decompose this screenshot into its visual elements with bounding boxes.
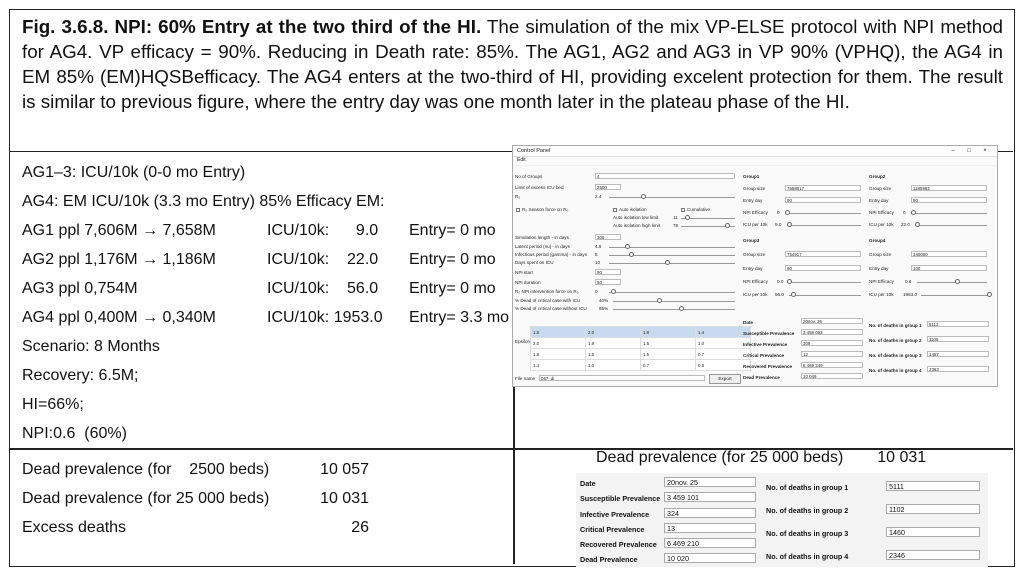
r0-slider-track[interactable] bbox=[609, 197, 735, 198]
epsilon-row[interactable] bbox=[531, 338, 751, 349]
field-icu-bed[interactable]: 2500 bbox=[595, 184, 621, 190]
res-inf-label: Infective Prevalence bbox=[580, 510, 650, 519]
npi-force-knob[interactable] bbox=[611, 289, 616, 294]
cp-d2-label: No. of deaths in group 2 bbox=[869, 338, 922, 343]
auto-iso-checkbox[interactable] bbox=[613, 208, 617, 212]
cp-d4-field: 2363 bbox=[927, 366, 989, 372]
group1-icu-label: ICU per 10k bbox=[743, 222, 768, 227]
results-title-text: Dead prevalence (for 25 000 beds) bbox=[596, 449, 844, 466]
res-rec-field: 6 469 210 bbox=[664, 538, 756, 548]
group1-eff-value: 0 bbox=[777, 210, 780, 215]
field-npi-start[interactable]: 90 bbox=[595, 269, 621, 275]
dead-prevalence-list bbox=[22, 455, 502, 542]
res-d3-label: No. of deaths in group 3 bbox=[766, 529, 849, 538]
label-auto-low: Auto isolation low limit bbox=[613, 215, 659, 220]
value-days-icu: 10 bbox=[595, 260, 601, 265]
res-d2-label: No. of deaths in group 2 bbox=[766, 506, 849, 515]
group1-eff-slider[interactable] bbox=[785, 213, 861, 214]
group-entry: Entry= 0 mo bbox=[409, 251, 496, 268]
value-npi-force: 0 bbox=[595, 289, 598, 294]
export-button[interactable]: Export bbox=[709, 374, 741, 384]
group-ppl: AG4 ppl 0,400M → 0,340M bbox=[22, 309, 216, 326]
group2-icu-label: ICU per 10k bbox=[869, 222, 894, 227]
cp-d1-field: 5113 bbox=[927, 321, 989, 327]
group2-entry-field[interactable]: 90 bbox=[911, 197, 987, 203]
res-dead-label: Dead Prevalence bbox=[580, 555, 638, 564]
latent-knob[interactable] bbox=[625, 244, 630, 249]
cp-crit-field: 12 bbox=[801, 351, 863, 357]
epsilon-cell[interactable]: 1.5 bbox=[531, 327, 586, 338]
caption-text: The simulation of the mix VP-ELSE protocol with NPI method for AG4. VP efficacy = 90%. Reducing in Death rate: 85%. The AG1, AG2 and AG3 in VP 90% (VPHQ), the AG4 in EM 85% (EM)HQSBefficacy. The AG4 enters at the two-third of HI, providing excelent protection for them. The result is similar to previous figure, where the entry day was one month later in the plateau phase of the HI. bbox=[22, 16, 1003, 112]
label-infect: Infectious period (gamma) - in days bbox=[515, 252, 587, 257]
epsilon-cell[interactable]: 1.5 bbox=[641, 338, 696, 349]
field-npi-duration[interactable]: 50 bbox=[595, 279, 621, 285]
params-npi: NPI:0.6 (60%) bbox=[22, 425, 127, 442]
dead-value: 10 031 bbox=[320, 490, 369, 507]
group3-eff-slider[interactable] bbox=[787, 282, 861, 283]
figure-caption bbox=[10, 10, 1013, 152]
group-ppl: AG1 ppl 7,606M → 7,658M bbox=[22, 222, 216, 239]
cumulative-checkbox[interactable] bbox=[681, 208, 685, 212]
auto-low-knob[interactable] bbox=[685, 215, 690, 220]
epsilon-cell[interactable]: 1.8 bbox=[641, 327, 696, 338]
res-date-field: 20nov. 25 bbox=[664, 477, 756, 487]
epsilon-cell[interactable]: 1.8 bbox=[531, 349, 586, 360]
results-panel bbox=[568, 449, 988, 567]
group1-icu-knob[interactable] bbox=[787, 222, 792, 227]
group1-title: Group1 bbox=[743, 174, 760, 179]
group1-entry-field[interactable]: 90 bbox=[785, 197, 861, 203]
cp-dead-field: 10 049 bbox=[801, 373, 863, 379]
res-date-label: Date bbox=[580, 479, 596, 488]
group3-size-label: Group size bbox=[743, 252, 766, 257]
group4-icu-value: 1953.0 bbox=[903, 292, 918, 297]
epsilon-cell[interactable]: 0.7 bbox=[696, 349, 751, 360]
res-d4-field: 2346 bbox=[886, 550, 980, 560]
cp-sus-label: Susceptible Prevalence bbox=[743, 331, 795, 336]
title-bar bbox=[513, 146, 997, 157]
label-npi-duration: NPI duration bbox=[515, 280, 541, 285]
label-latent: Latent period (nu) - in days bbox=[515, 244, 570, 249]
field-sim[interactable]: 300 bbox=[595, 234, 621, 240]
params-recovery: Recovery: 6.5M; bbox=[22, 367, 139, 384]
group1-entry-label: Entry day bbox=[743, 198, 763, 203]
dead-row bbox=[22, 455, 502, 484]
epsilon-cell[interactable]: 0.5 bbox=[696, 360, 751, 371]
value-dead-icu: 40% bbox=[599, 298, 609, 303]
group-entry: Entry= 0 mo bbox=[409, 280, 496, 297]
group4-entry-field[interactable]: 100 bbox=[911, 265, 987, 271]
res-sus-label: Susceptible Prevalence bbox=[580, 494, 661, 503]
label-auto-high: Auto isolation high limit bbox=[613, 223, 660, 228]
res-sus-field: 3 459 101 bbox=[664, 492, 756, 502]
group-icu: ICU/10k: 9.0 bbox=[267, 222, 379, 239]
cp-date-field: 20nov. 26 bbox=[801, 318, 863, 324]
cp-d4-label: No. of deaths in group 4 bbox=[869, 368, 922, 373]
value-dead-noicu: 85% bbox=[599, 306, 609, 311]
value-auto-low: 11 bbox=[673, 215, 678, 220]
res-crit-field: 13 bbox=[664, 523, 756, 533]
label-npi-force: R₀ NPI intervention force on R₀ bbox=[515, 289, 579, 294]
res-inf-field: 324 bbox=[664, 508, 756, 518]
dead-icu-slider[interactable] bbox=[613, 301, 735, 302]
group3-icu-knob[interactable] bbox=[791, 292, 796, 297]
res-crit-label: Critical Prevalence bbox=[580, 525, 645, 534]
group-row bbox=[22, 303, 510, 332]
cp-d3-label: No. of deaths in group 3 bbox=[869, 353, 922, 358]
label-npi-start: NPI start bbox=[515, 270, 533, 275]
results-title bbox=[596, 449, 926, 467]
label-epsilon: Epsilon bbox=[515, 339, 531, 344]
dead-label: Dead prevalence (for 25 000 beds) bbox=[22, 490, 270, 507]
maximize-icon[interactable]: □ bbox=[967, 148, 971, 154]
group4-icu-label: ICU per 10k bbox=[869, 292, 894, 297]
label-dead-icu: % Dead of critical case with ICU bbox=[515, 298, 581, 303]
days-icu-slider[interactable] bbox=[609, 263, 735, 264]
group-icu: ICU/10k: 1953.0 bbox=[267, 309, 383, 326]
label-groups: No of Groups bbox=[515, 174, 543, 179]
group-icu: ICU/10k: 56.0 bbox=[267, 280, 379, 297]
group3-icu-label: ICU per 10k bbox=[743, 292, 768, 297]
group1-eff-label: NPI Efficacy bbox=[743, 210, 768, 215]
group1-size-field[interactable]: 7658017 bbox=[785, 185, 861, 191]
group4-icu-slider[interactable] bbox=[921, 295, 991, 296]
group3-eff-knob[interactable] bbox=[787, 279, 792, 284]
res-d3-field: 1460 bbox=[886, 527, 980, 537]
epsilon-cell[interactable]: 1.5 bbox=[641, 349, 696, 360]
res-d2-field: 1102 bbox=[886, 504, 980, 514]
value-auto-high: 78 bbox=[673, 223, 679, 228]
field-groups[interactable]: 4 bbox=[595, 173, 735, 179]
cp-rec-label: Recovered Prevalence bbox=[743, 364, 793, 369]
close-icon[interactable]: × bbox=[983, 148, 987, 154]
epsilon-cell[interactable]: 1.9 bbox=[586, 338, 641, 349]
group-row bbox=[22, 274, 510, 303]
dead-noicu-knob[interactable] bbox=[679, 306, 684, 311]
dead-row bbox=[22, 484, 502, 513]
group4-size-label: Group size bbox=[869, 252, 892, 257]
minimize-icon[interactable]: – bbox=[951, 148, 955, 154]
group3-size-field[interactable]: 754917 bbox=[785, 251, 861, 257]
group2-icu-slider[interactable] bbox=[915, 225, 987, 226]
cp-date-label: Date bbox=[743, 320, 753, 325]
cp-rec-field: 6 469 249 bbox=[801, 362, 863, 368]
epsilon-cell[interactable]: 1.0 bbox=[586, 360, 641, 371]
epsilon-cell[interactable]: 2.0 bbox=[586, 327, 641, 338]
label-cumulative: Cumulative bbox=[687, 207, 710, 212]
group-entry: Entry= 3.3 mo bbox=[409, 309, 510, 326]
epsilon-cell[interactable]: 1.0 bbox=[696, 338, 751, 349]
epsilon-row[interactable] bbox=[531, 349, 751, 360]
dead-noicu-slider[interactable] bbox=[613, 309, 735, 310]
group1-icu-slider[interactable] bbox=[787, 225, 861, 226]
res-d1-field: 5111 bbox=[886, 481, 980, 491]
dead-value: 26 bbox=[351, 519, 369, 536]
group-ppl: AG3 ppl 0,754M bbox=[22, 280, 138, 297]
epsilon-row[interactable] bbox=[531, 327, 751, 338]
group3-title: Group3 bbox=[743, 238, 760, 243]
epsilon-cell[interactable]: 1.5 bbox=[586, 349, 641, 360]
group2-icu-value: 22.0 bbox=[901, 222, 910, 227]
epsilon-cell[interactable]: 1.4 bbox=[696, 327, 751, 338]
group4-eff-value: 0.6 bbox=[905, 279, 912, 284]
r0-slider-knob[interactable] bbox=[641, 194, 646, 199]
group3-eff-value: 0.0 bbox=[777, 279, 784, 284]
cp-dead-label: Dead Prevalence bbox=[743, 375, 780, 380]
label-auto-iso: Auto isolation bbox=[619, 207, 647, 212]
value-infect: 5 bbox=[595, 252, 598, 257]
days-icu-knob[interactable] bbox=[665, 260, 670, 265]
parameters-list bbox=[22, 158, 510, 448]
label-icu-bed: Limit of excess ICU bed bbox=[515, 185, 564, 190]
res-dead-field: 10 020 bbox=[664, 553, 756, 563]
label-file-name: File name bbox=[515, 376, 536, 381]
group3-entry-field[interactable]: 90 bbox=[785, 265, 861, 271]
group2-eff-value: 0 bbox=[903, 210, 906, 215]
group4-icu-knob[interactable] bbox=[987, 292, 992, 297]
group-entry: Entry= 0 mo bbox=[409, 222, 496, 239]
auto-high-knob[interactable] bbox=[725, 223, 730, 228]
cp-d1-label: No. of deaths in group 1 bbox=[869, 323, 922, 328]
infect-knob[interactable] bbox=[629, 252, 634, 257]
group-icu: ICU/10k: 22.0 bbox=[267, 251, 379, 268]
window-title: Control Panel bbox=[517, 148, 551, 154]
cp-d2-field: 1105 bbox=[927, 336, 989, 342]
label-dead-noicu: % Dead of critical case without ICU bbox=[515, 306, 587, 311]
group2-entry-label: Entry day bbox=[869, 198, 889, 203]
res-d4-label: No. of deaths in group 4 bbox=[766, 552, 849, 561]
value-latent: 4.6 bbox=[595, 244, 602, 249]
group3-entry-label: Entry day bbox=[743, 266, 763, 271]
group3-icu-value: 56.0 bbox=[775, 292, 784, 297]
cp-crit-label: Critical Prevalence bbox=[743, 353, 785, 358]
season-checkbox[interactable] bbox=[516, 208, 520, 212]
group2-size-field[interactable]: 1185962 bbox=[911, 185, 987, 191]
group-row bbox=[22, 216, 510, 245]
group2-title: Group2 bbox=[869, 174, 886, 179]
group2-icu-knob[interactable] bbox=[915, 222, 920, 227]
results-title-value: 10 031 bbox=[877, 449, 927, 466]
caption-title: Fig. 3.6.8. NPI: 60% Entry at the two third of the HI. bbox=[22, 16, 482, 37]
npi-force-slider[interactable] bbox=[609, 292, 735, 293]
epsilon-cell[interactable]: 1.4 bbox=[531, 360, 586, 371]
value-r0: 2.4 bbox=[595, 194, 602, 199]
cp-inf-field: 309 bbox=[801, 340, 863, 346]
cp-d3-field: 1467 bbox=[927, 351, 989, 357]
control-panel-window bbox=[512, 145, 998, 387]
epsilon-cell[interactable]: 0.7 bbox=[641, 360, 696, 371]
label-sim: Simulation length - in days bbox=[515, 235, 569, 240]
label-days-icu: Days spent on ICU bbox=[515, 260, 554, 265]
epsilon-row[interactable] bbox=[531, 360, 751, 371]
group3-icu-slider[interactable] bbox=[789, 295, 861, 296]
epsilon-cell[interactable]: 2.0 bbox=[531, 338, 586, 349]
dead-row bbox=[22, 513, 502, 542]
cp-inf-label: Infective Prevalence bbox=[743, 342, 788, 347]
group-row bbox=[22, 245, 510, 274]
group4-eff-knob[interactable] bbox=[955, 279, 960, 284]
label-r0: R₀ bbox=[515, 194, 521, 199]
dead-label: Dead prevalence (for 2500 beds) bbox=[22, 461, 270, 478]
group4-title: Group4 bbox=[869, 238, 886, 243]
group2-eff-label: NPI Efficacy bbox=[869, 210, 894, 215]
res-rec-label: Recovered Prevalence bbox=[580, 540, 657, 549]
group1-eff-knob[interactable] bbox=[785, 210, 790, 215]
group2-eff-slider[interactable] bbox=[911, 213, 987, 214]
params-line2: AG4: EM ICU/10k (3.3 mo Entry) 85% Efficacy EM: bbox=[22, 193, 385, 210]
res-d1-label: No. of deaths in group 1 bbox=[766, 483, 849, 492]
menu-edit[interactable]: Edit bbox=[513, 157, 997, 166]
group1-icu-value: 9.0 bbox=[775, 222, 782, 227]
group3-eff-label: NPI Efficacy bbox=[743, 279, 768, 284]
params-line1: AG1–3: ICU/10k (0-0 mo Entry) bbox=[22, 164, 246, 181]
group4-eff-slider[interactable] bbox=[917, 282, 987, 283]
label-season: R₀ Season force on R₀ bbox=[522, 207, 569, 212]
infect-slider[interactable] bbox=[609, 255, 735, 256]
params-scenario: Scenario: 8 Months bbox=[22, 338, 160, 355]
cp-sus-field: 3 459 063 bbox=[801, 329, 863, 335]
group2-eff-knob[interactable] bbox=[911, 210, 916, 215]
group4-entry-label: Entry day bbox=[869, 266, 889, 271]
epsilon-table[interactable] bbox=[530, 326, 751, 371]
group-ppl: AG2 ppl 1,176M → 1,186M bbox=[22, 251, 216, 268]
group4-size-field[interactable]: 340000 bbox=[911, 251, 987, 257]
group4-eff-label: NPI Efficacy bbox=[869, 279, 894, 284]
dead-icu-knob[interactable] bbox=[657, 298, 662, 303]
group2-size-label: Group size bbox=[869, 186, 892, 191]
params-hi: HI=66%; bbox=[22, 396, 84, 413]
dead-value: 10 057 bbox=[320, 461, 369, 478]
file-name-input[interactable]: 067_dj_ bbox=[539, 375, 705, 381]
group1-size-label: Group size bbox=[743, 186, 766, 191]
dead-label: Excess deaths bbox=[22, 519, 127, 536]
